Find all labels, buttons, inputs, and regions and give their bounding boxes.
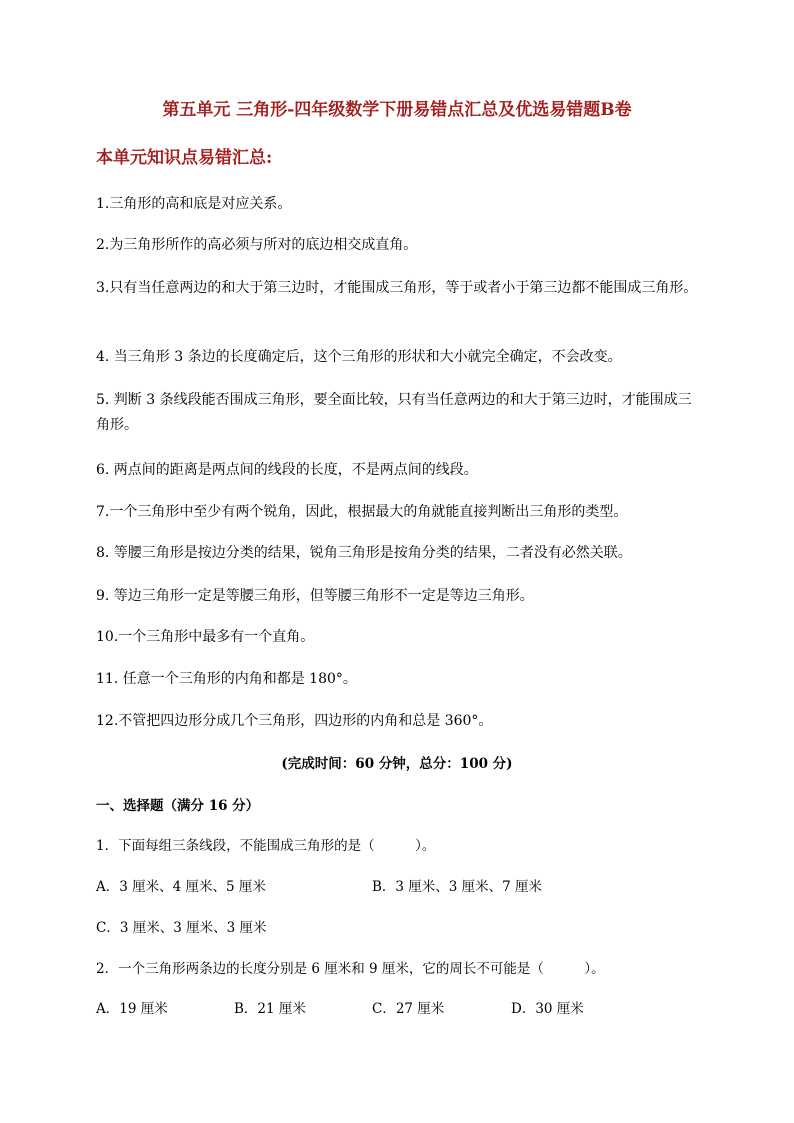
multiple-choice-heading: 一、选择题（满分 16 分） [96, 798, 260, 814]
question-1-option-c: C．3 厘米、3 厘米、3 厘米 [96, 920, 267, 936]
question-1-option-a: A．3 厘米、4 厘米、5 厘米 [96, 879, 266, 895]
knowledge-point-12: 12.不管把四边形分成几个三角形，四边形的内角和总是 360°。 [96, 713, 493, 729]
question-2-option-a: A．19 厘米 [96, 1001, 168, 1017]
knowledge-point-5: 5. 判断 3 条线段能否围成三角形，要全面比较，只有当任意两边的和大于第三边时，才能围成三角形。 [96, 392, 692, 433]
knowledge-point-10: 10.一个三角形中最多有一个直角。 [96, 629, 315, 645]
question-1-text: 1．下面每组三条线段，不能围成三角形的是（ ）。 [96, 838, 436, 854]
knowledge-section-heading: 本单元知识点易错汇总: [96, 148, 273, 168]
knowledge-point-8: 8. 等腰三角形是按边分类的结果，锐角三角形是按角分类的结果，二者没有必然关联。 [96, 545, 632, 561]
question-2-option-d: D．30 厘米 [511, 1001, 584, 1017]
knowledge-point-3: 3.只有当任意两边的和大于第三边时，才能围成三角形，等于或者小于第三边都不能围成三角形。 [96, 280, 698, 296]
exam-timing: (完成时间：60 分钟，总分：100 分) [281, 756, 513, 772]
knowledge-point-7: 7.一个三角形中至少有两个锐角，因此，根据最大的角就能直接判断出三角形的类型。 [96, 504, 628, 520]
question-2-option-b: B．21 厘米 [234, 1001, 306, 1017]
knowledge-point-9: 9. 等边三角形一定是等腰三角形，但等腰三角形不一定是等边三角形。 [96, 588, 534, 604]
knowledge-point-11: 11. 任意一个三角形的内角和都是 180°。 [96, 671, 357, 687]
knowledge-point-2: 2.为三角形所作的高必须与所对的底边相交成直角。 [96, 237, 418, 253]
knowledge-point-4: 4. 当三角形 3 条边的长度确定后，这个三角形的形状和大小就完全确定，不会改变。 [96, 349, 622, 365]
question-2-text: 2．一个三角形两条边的长度分别是 6 厘米和 9 厘米，它的周长不可能是（ ）。 [96, 961, 605, 977]
knowledge-point-1: 1.三角形的高和底是对应关系。 [96, 196, 292, 212]
question-1-option-b: B．3 厘米、3 厘米、7 厘米 [372, 879, 543, 895]
knowledge-point-6: 6. 两点间的距离是两点间的线段的长度，不是两点间的线段。 [96, 462, 478, 478]
document-title: 第五单元 三角形-四年级数学下册易错点汇总及优选易错题B卷 [162, 100, 632, 120]
question-2-option-c: C．27 厘米 [372, 1001, 445, 1017]
